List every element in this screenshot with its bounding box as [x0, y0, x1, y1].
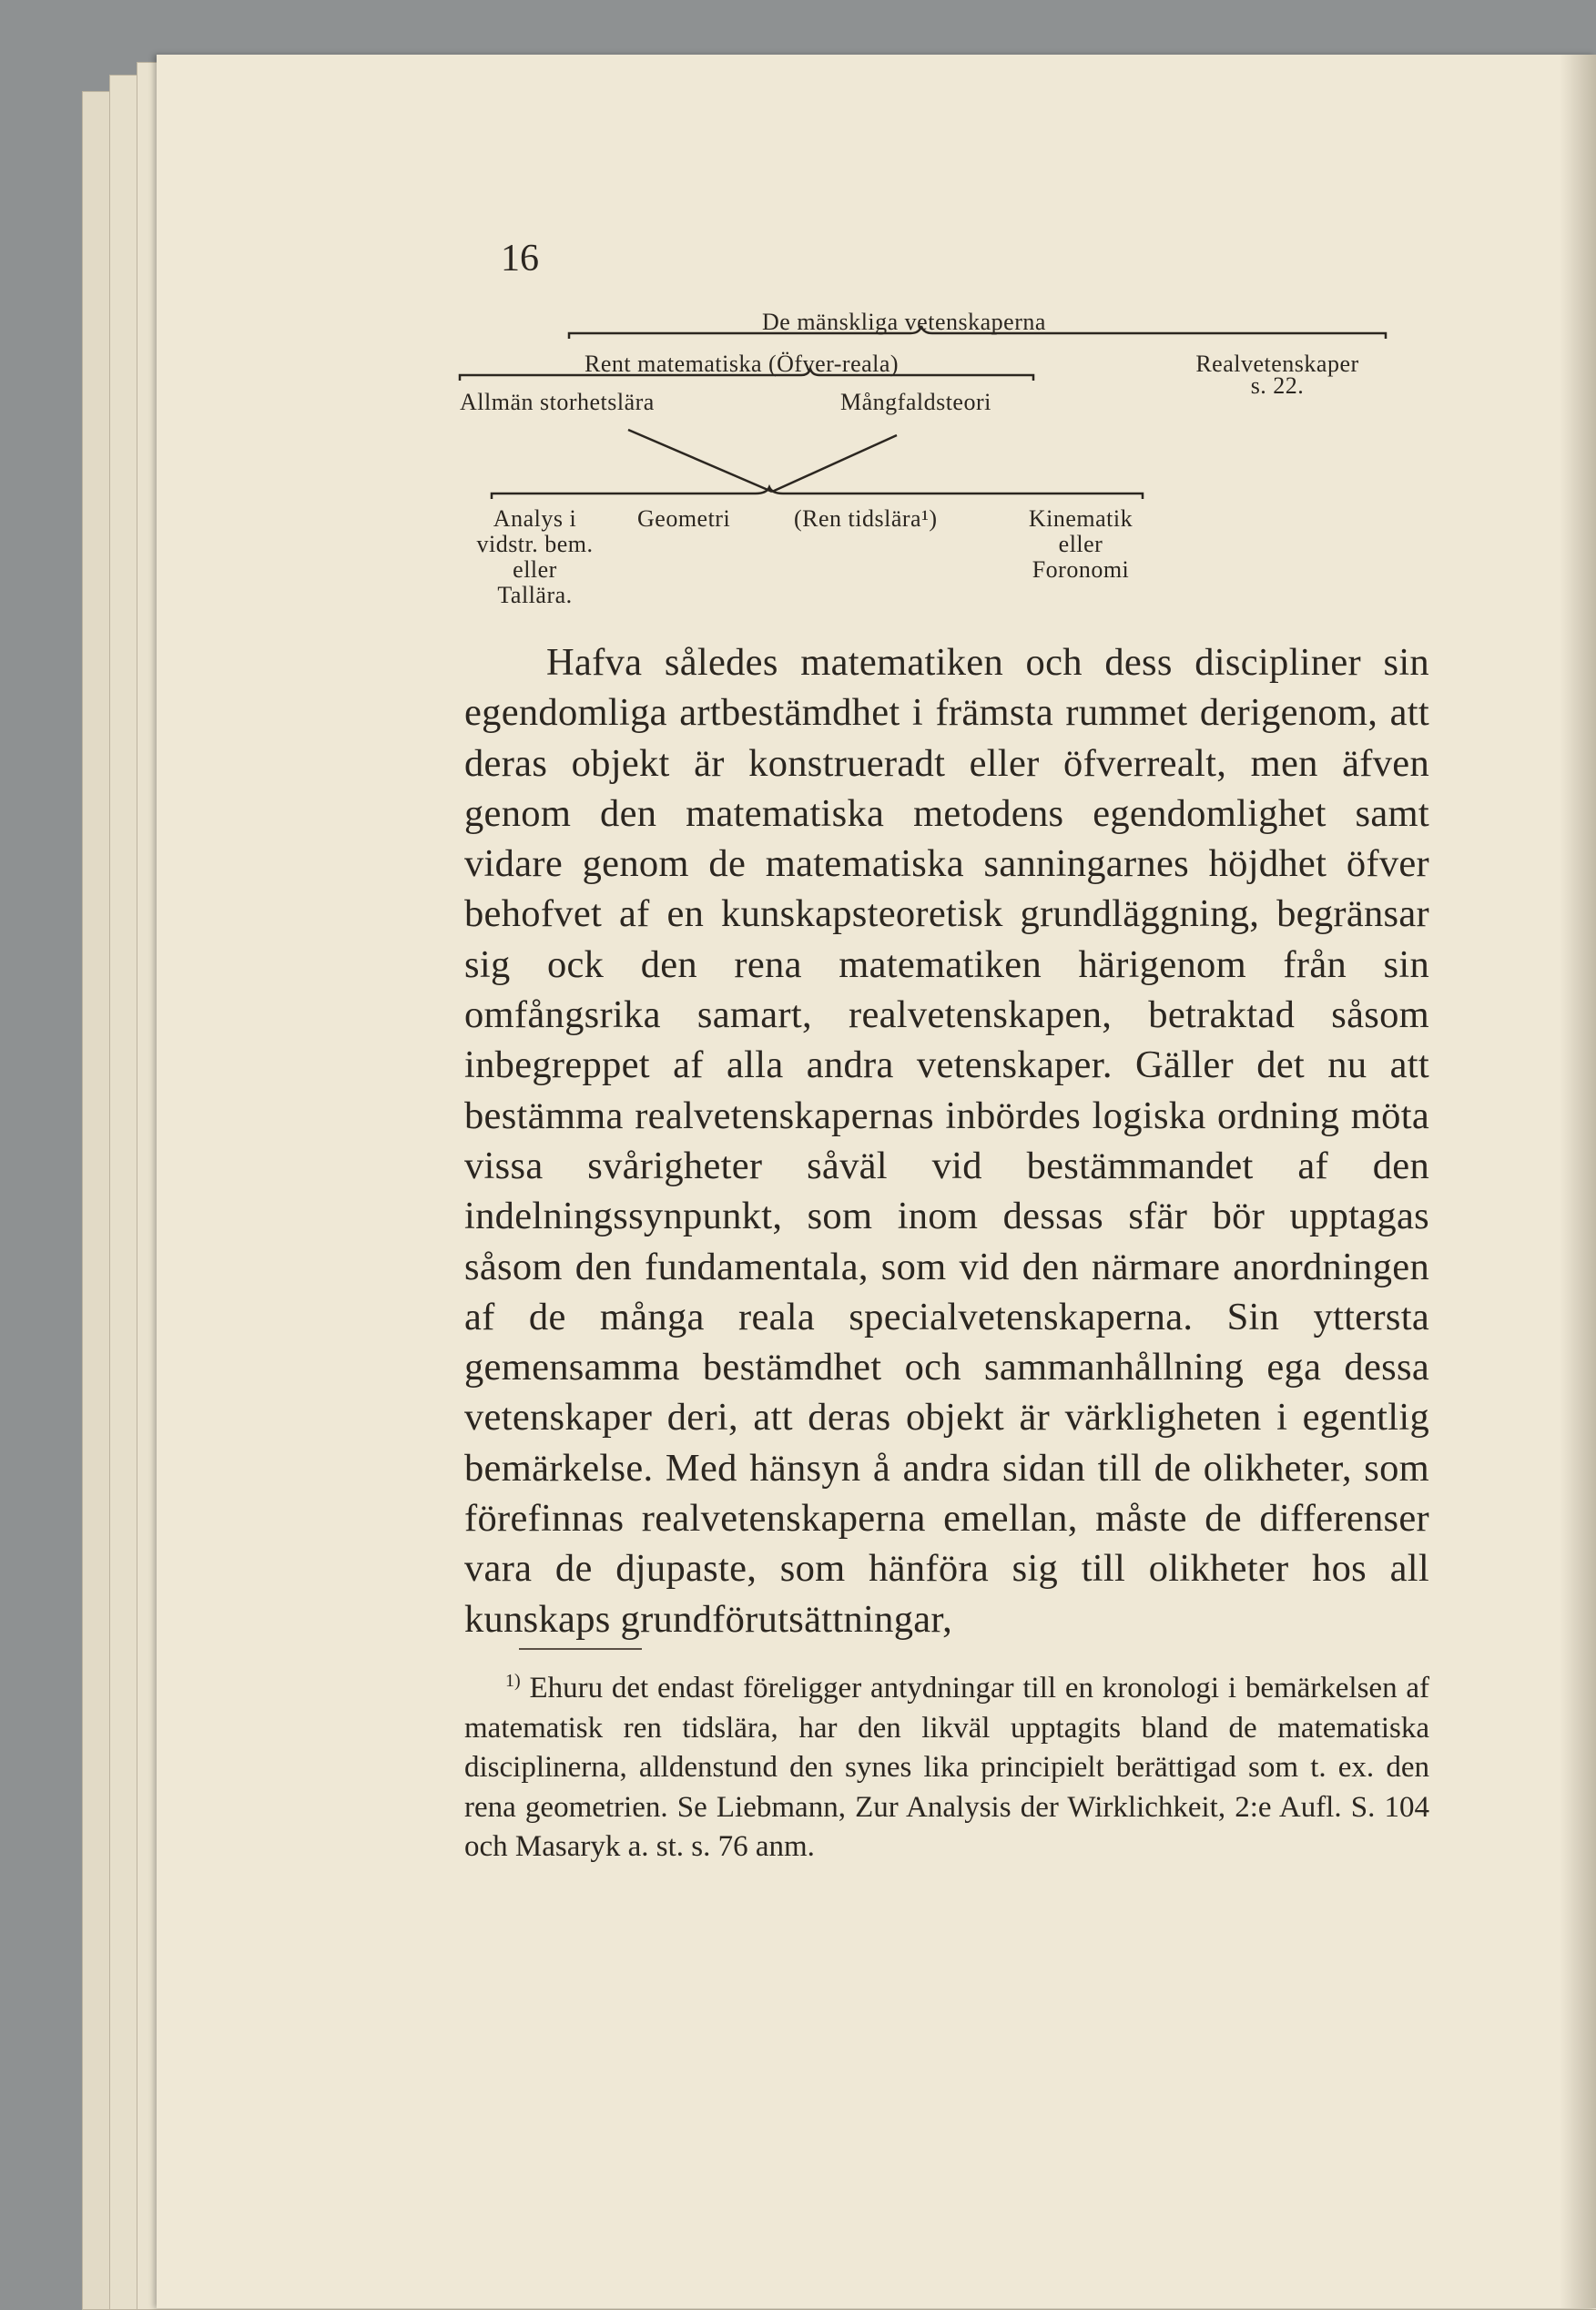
body-paragraph: Hafva således matematiken och dess discipliner sin egendomliga artbestämdhet i främsta rummet derigenom, att deras objekt är konstrueradt eller öfverrealt, men äfven genom den matematiska metodens egendomlighet samt vidare genom de matematiska sanningarnes höjdhet öfver behofvet af en kunskapsteoretisk grundläggning, begränsar sig ock den rena matematiken härigenom från sin omfångsrika samart, realvetenskapen, betraktad såsom inbegreppet af alla andra vetenskaper. Gäller det nu att bestämma realvetenskapernas inbördes logiska ordning möta vissa svårigheter såväl vid bestämmandet af den indelningssynpunkt, som inom dessas sfär bör upptagas såsom den fundamentala, som vid den närmare anordningen af de många reala specialvetenskaperna. Sin yttersta gemensamma bestämdhet och sammanhållning ega dessa vetenskaper deri, att deras objekt är värkligheten i egentlig bemärkelse. Med hänsyn å andra sidan till de olikheter, som förefinnas realvetenskaperna emellan, måste de differenser vara de djupaste, som hänföra sig till olikheter hos all kunskaps grundförutsättningar,: [464, 641, 1429, 1641]
diagram-kinematics-line3: Foronomi: [1032, 556, 1130, 583]
footnote-marker: 1): [505, 1671, 521, 1691]
diagram-analysis-line2: vidstr. bem.: [476, 531, 594, 557]
diagram-analysis-label: [473, 506, 596, 608]
diagram-analysis-line4: Tallära.: [497, 582, 573, 608]
diagram-real-sciences-label: Realvetenskaper: [1195, 351, 1359, 377]
line-general-magnitude: [628, 430, 772, 492]
diagram-analysis-line1: Analys i: [493, 505, 577, 532]
diagram-kinematics-line2: eller: [1058, 531, 1103, 557]
classification-diagram: [0, 0, 1596, 637]
diagram-manifold-theory-label: Mångfaldsteori: [840, 389, 991, 415]
diagram-pure-math-label: Rent matematiska (Öfver-reala): [585, 351, 900, 377]
page-number: 16: [501, 238, 539, 280]
footnote: [464, 1662, 1429, 1867]
diagram-kinematics-label: [1012, 506, 1149, 583]
diagram-root-label: De mänskliga vetenskaperna: [762, 309, 1046, 335]
footnote-text: Ehuru det endast föreligger antydningar till en kronologi i bemärkelsen af matematisk ren tidslära, har den likväl upptagits bland de matematiska disciplinerna, alldenstund den synes lika principielt berättigad som t. ex. den rena geometrien. Se Liebmann, Zur Analysis der Wirklichkeit, 2:e Aufl. S. 104 och Masaryk a. st. s. 76 anm.: [464, 1672, 1430, 1863]
diagram-geometry-label: Geometri: [637, 505, 731, 532]
diagram-analysis-line3: eller: [513, 556, 557, 583]
diagram-kinematics-line1: Kinematik: [1028, 505, 1133, 532]
footnote-divider: [519, 1648, 642, 1650]
brace-disciplines: [492, 487, 1143, 499]
diagram-general-magnitude-label: Allmän storhetslära: [460, 389, 655, 415]
diagram-time-theory-label: (Ren tidslära¹): [794, 505, 938, 532]
diagram-real-sciences-ref: s. 22.: [1250, 372, 1305, 399]
line-manifold-theory: [772, 435, 897, 492]
